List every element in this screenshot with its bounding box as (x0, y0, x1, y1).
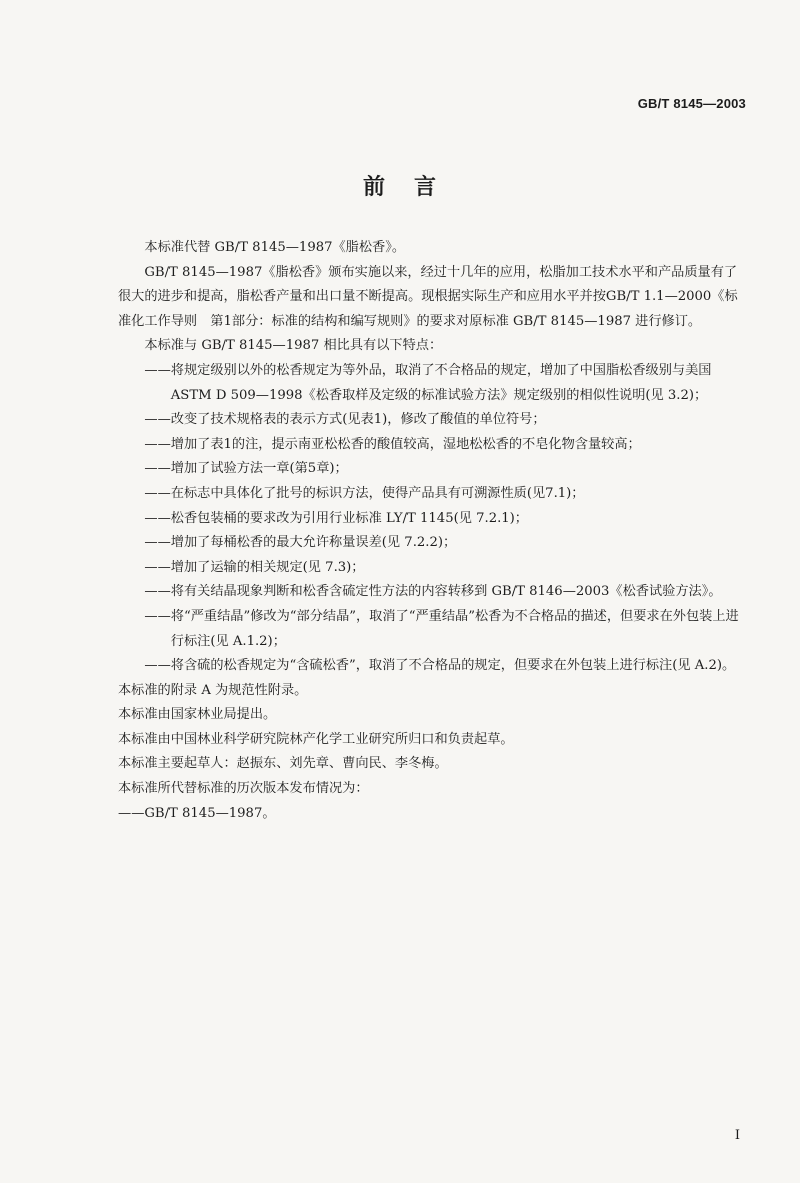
list-item (144, 605, 748, 654)
list-dash: —— (144, 608, 171, 624)
list-dash: —— (144, 461, 171, 477)
page-title (0, 170, 800, 201)
list-dash: —— (144, 559, 171, 575)
list-item-text: 增加了表1的注，提示南亚松松香的酸值较高，湿地松松香的不皂化物含量较高； (170, 436, 641, 452)
list-item-text: 将“严重结晶”修改为“部分结晶”，取消了“严重结晶”松香为不合格品的描述，但要求在外包装上进行标注(见 A.1.2)； (170, 608, 739, 649)
list-dash: —— (144, 584, 171, 600)
list-item (144, 482, 748, 507)
page-number: I (734, 1128, 740, 1143)
foreword-body (118, 236, 748, 826)
list-dash: —— (144, 412, 171, 428)
list-item (144, 433, 748, 458)
list-item (144, 556, 748, 581)
closing-line: 本标准所代替标准的历次版本发布情况为： (118, 781, 369, 797)
list-item-text: 改变了技术规格表的表示方式(见表1)，修改了酸值的单位符号； (170, 412, 546, 428)
list-dash: —— (144, 485, 171, 501)
list-dash: —— (118, 805, 145, 821)
history-item-text: GB/T 8145—1987。 (144, 805, 276, 821)
history-item (118, 802, 748, 827)
closing-line: 本标准由国家林业局提出。 (118, 707, 277, 723)
title-char-2: 言 (414, 175, 438, 200)
list-item (144, 408, 748, 433)
list-dash: —— (144, 658, 171, 674)
closing-line: 本标准由中国林业科学研究院林产化学工业研究所归口和负责起草。 (118, 731, 514, 747)
list-item (144, 654, 748, 679)
closing-line: 本标准主要起草人：赵振东、刘先章、曹向民、李冬梅。 (118, 756, 448, 772)
list-item-text: 将含硫的松香规定为“含硫松香”，取消了不合格品的规定，但要求在外包装上进行标注(见 A.2)。 (170, 658, 736, 674)
list-item (144, 531, 748, 556)
title-char-1: 前 (362, 175, 386, 200)
standard-code: GB/T 8145—2003 (637, 96, 746, 111)
list-item-text: 在标志中具体化了批号的标识方法，使得产品具有可溯源性质(见7.1)； (170, 485, 585, 501)
paragraph: 本标准代替 GB/T 8145—1987《脂松香》。 (144, 240, 406, 255)
list-item-text: 增加了运输的相关规定(见 7.3)； (170, 559, 365, 575)
list-item (144, 457, 748, 482)
list-dash: —— (144, 535, 171, 551)
list-dash: —— (144, 436, 171, 452)
paragraph: GB/T 8145—1987《脂松香》颁布实施以来，经过十几年的应用，松脂加工技术水平和产品质量有了很大的进步和提高，脂松香产量和出口量不断提高。现根据实际生产和应用水平并按GB/T 1.1—2000《标准化工作导则 第1部分：标准的结构和编写规则》的要求对原标准 GB/T 8145—1987 进行修订。 (118, 264, 738, 329)
list-item-text: 松香包装桶的要求改为引用行业标准 LY/T 1145(见 7.2.1)； (170, 510, 528, 526)
list-item-text: 增加了每桶松香的最大允许称量误差(见 7.2.2)； (170, 535, 457, 551)
list-item-text: 将规定级别以外的松香规定为等外品，取消了不合格品的规定，增加了中国脂松香级别与美国 ASTM D 509—1998《松香取样及定级的标准试验方法》规定级别的相似性说明(见 3.2)； (170, 362, 712, 403)
paragraph: 本标准与 GB/T 8145—1987 相比具有以下特点： (144, 338, 443, 354)
closing-line: 本标准的附录 A 为规范性附录。 (118, 682, 308, 698)
list-item-text: 增加了试验方法一章(第5章)； (170, 461, 348, 477)
list-item (144, 580, 748, 605)
list-item-text: 将有关结晶现象判断和松香含硫定性方法的内容转移到 GB/T 8146—2003《松香试验方法》。 (170, 584, 722, 600)
list-item (144, 359, 748, 408)
list-dash: —— (144, 510, 171, 526)
list-dash: —— (144, 362, 171, 378)
list-item (144, 507, 748, 532)
